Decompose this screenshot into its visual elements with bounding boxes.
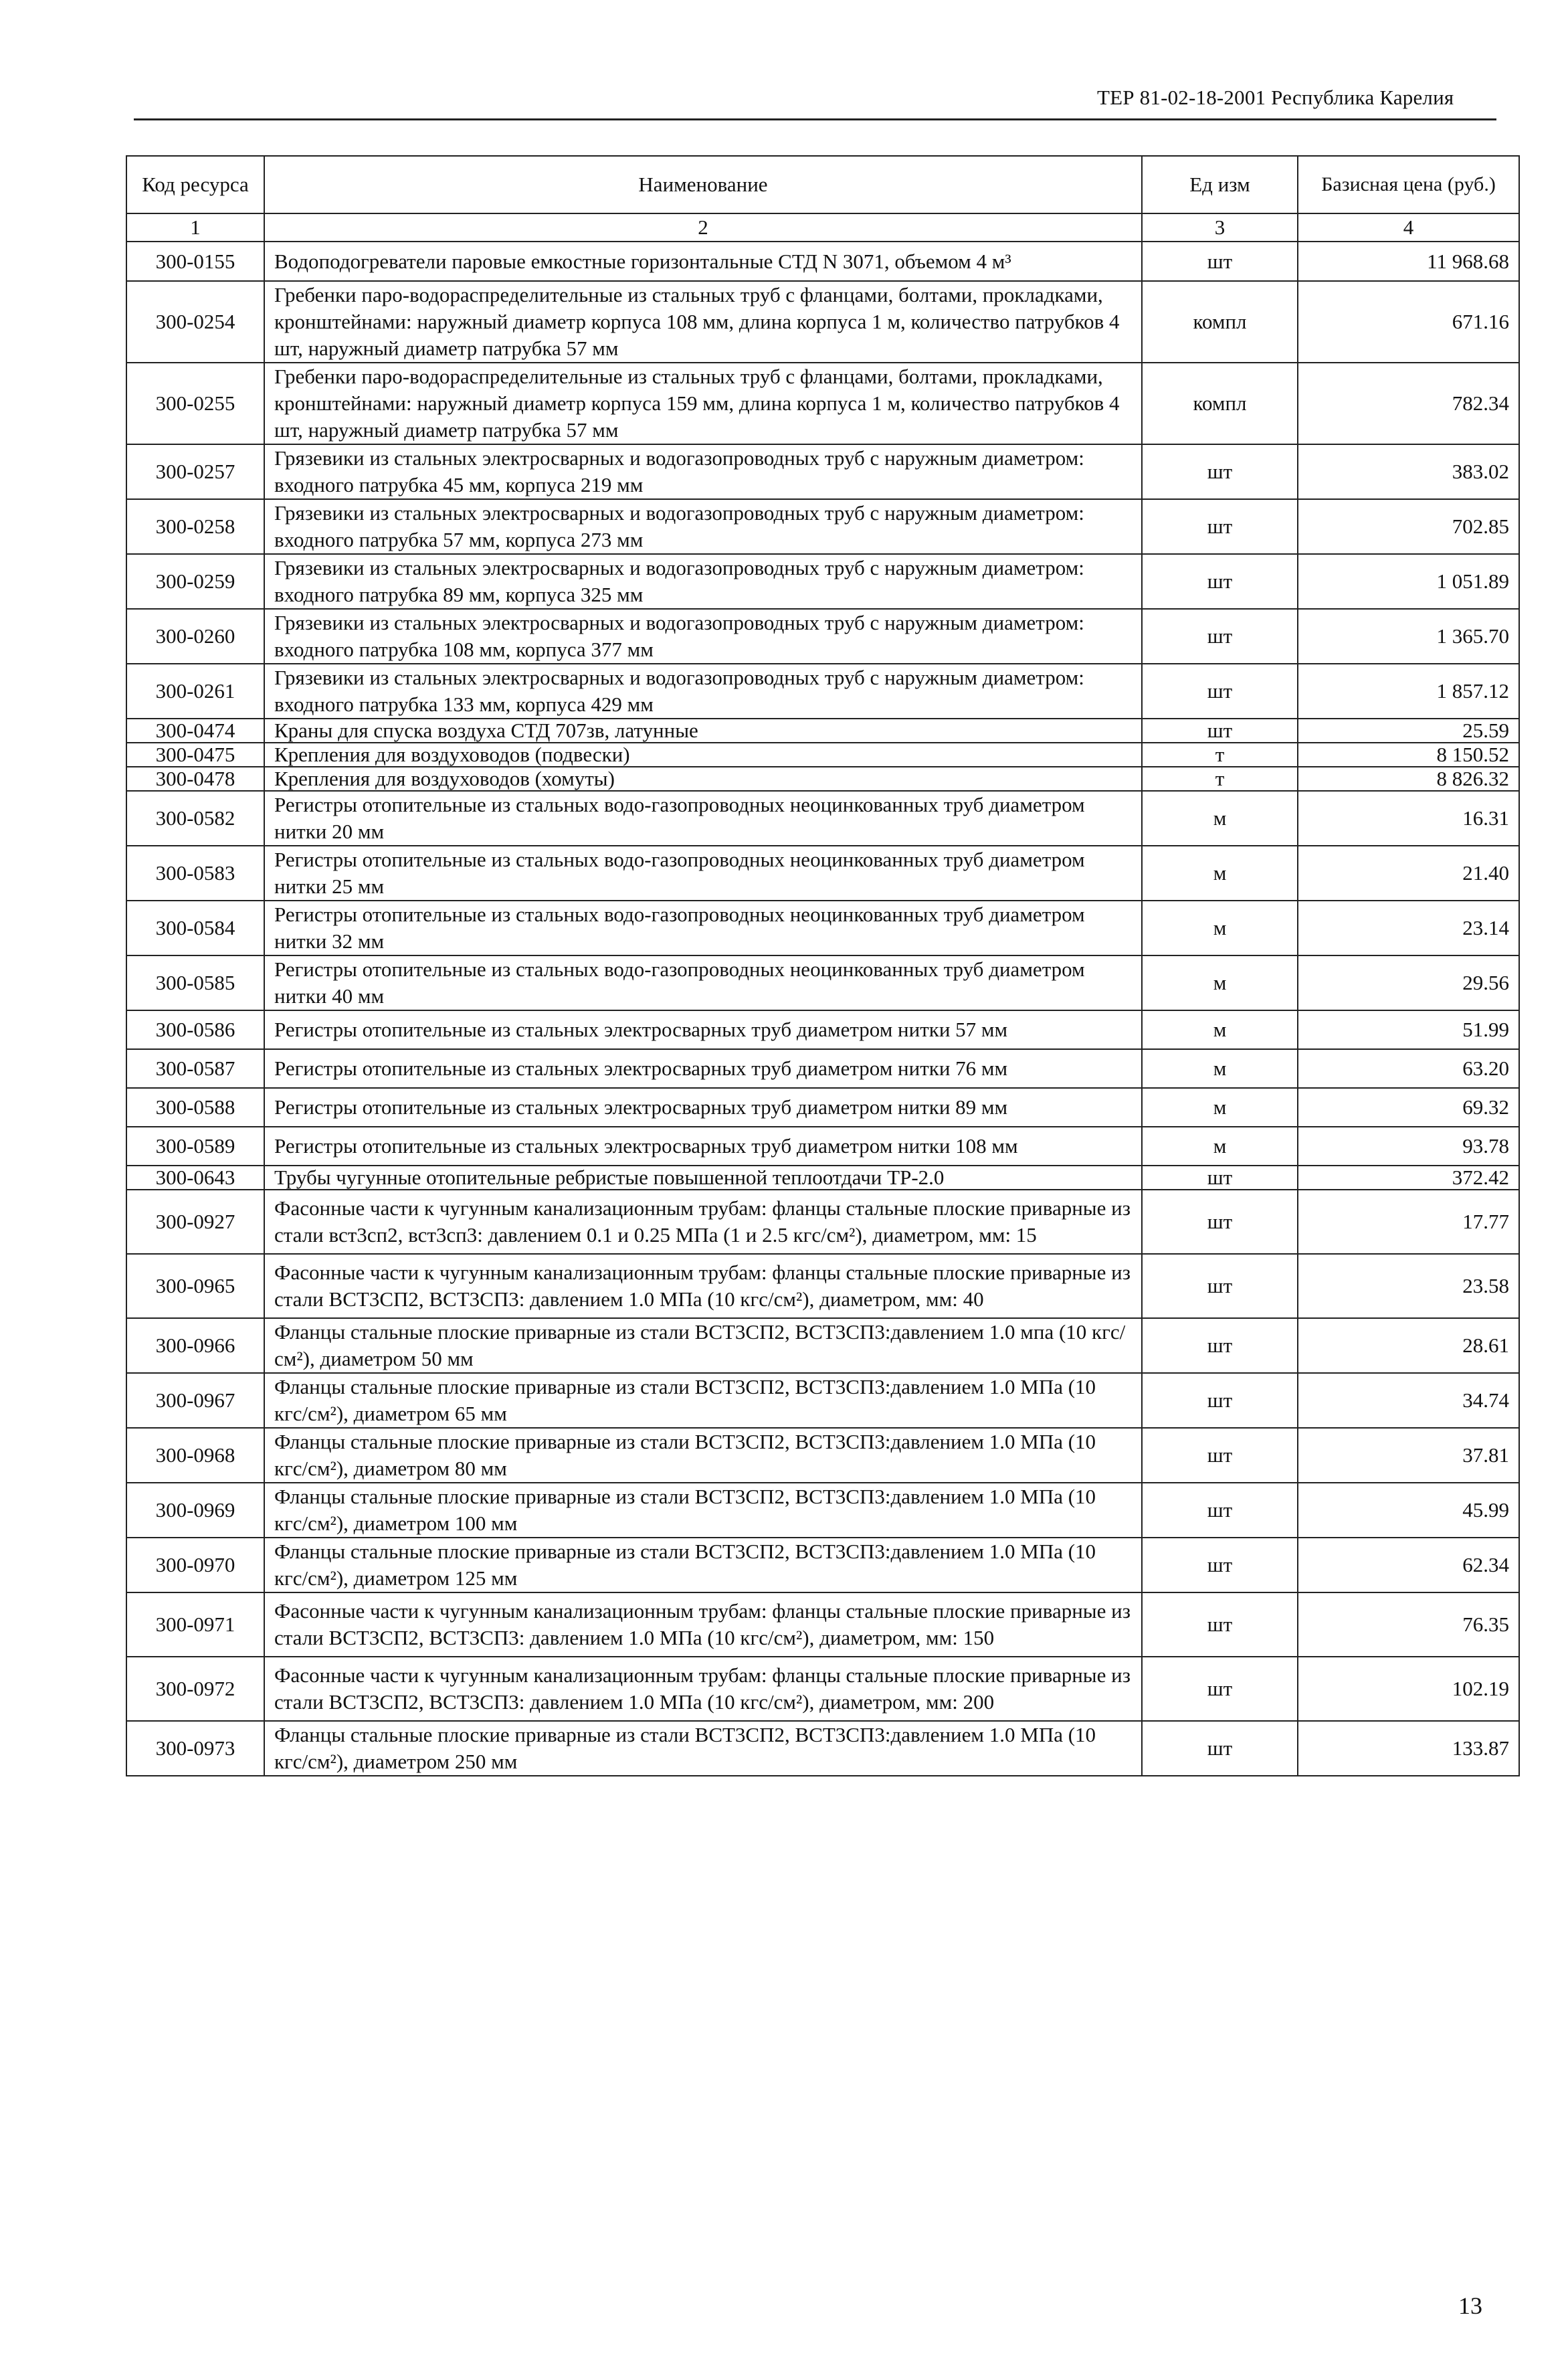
resource-table (126, 155, 1520, 1776)
row-unit: м (1142, 955, 1298, 1010)
row-price: 63.20 (1298, 1049, 1519, 1088)
row-name: Грязевики из стальных электросварных и водогазопроводных труб с наружным диаметром: входного патрубка 108 мм, корпуса 377 мм (264, 609, 1142, 664)
table-row (126, 363, 1519, 444)
row-code: 300-0478 (126, 767, 264, 791)
table-row (126, 1190, 1519, 1254)
row-price: 133.87 (1298, 1721, 1519, 1776)
row-name: Фасонные части к чугунным канализационным трубам: фланцы стальные плоские приварные из стали ВСТ3СП2, ВСТ3СП3: давлением 1.0 МПа (10 кгс/см²), диаметром, мм: 40 (264, 1254, 1142, 1318)
row-price: 8 826.32 (1298, 767, 1519, 791)
row-name: Фасонные части к чугунным канализационным трубам: фланцы стальные плоские приварные из стали ВСТ3СП2, ВСТ3СП3: давлением 1.0 МПа (10 кгс/см²), диаметром, мм: 150 (264, 1592, 1142, 1657)
row-price: 29.56 (1298, 955, 1519, 1010)
row-name: Регистры отопительные из стальных водо-газопроводных неоцинкованных труб диаметром нитки 32 мм (264, 901, 1142, 955)
row-code: 300-0259 (126, 554, 264, 609)
table-row (126, 846, 1519, 901)
row-name: Трубы чугунные отопительные ребристые повышенной теплоотдачи ТР-2.0 (264, 1166, 1142, 1190)
table-row (126, 1483, 1519, 1538)
row-price: 93.78 (1298, 1127, 1519, 1166)
table-row (126, 1657, 1519, 1721)
row-code: 300-0969 (126, 1483, 264, 1538)
table-row (126, 719, 1519, 743)
row-unit: компл (1142, 281, 1298, 363)
table-row (126, 1721, 1519, 1776)
row-unit: м (1142, 1088, 1298, 1127)
column-header-unit: Ед изм (1142, 156, 1298, 213)
row-price: 21.40 (1298, 846, 1519, 901)
row-unit: шт (1142, 1318, 1298, 1373)
table-row (126, 1166, 1519, 1190)
row-code: 300-0475 (126, 743, 264, 767)
row-code: 300-0255 (126, 363, 264, 444)
row-price: 8 150.52 (1298, 743, 1519, 767)
table-row (126, 1373, 1519, 1428)
row-price: 17.77 (1298, 1190, 1519, 1254)
row-code: 300-0257 (126, 444, 264, 499)
table-row (126, 791, 1519, 846)
row-name: Регистры отопительные из стальных электросварных труб диаметром нитки 76 мм (264, 1049, 1142, 1088)
row-name: Грязевики из стальных электросварных и водогазопроводных труб с наружным диаметром: входного патрубка 89 мм, корпуса 325 мм (264, 554, 1142, 609)
row-price: 37.81 (1298, 1428, 1519, 1483)
row-code: 300-0261 (126, 664, 264, 719)
row-unit: компл (1142, 363, 1298, 444)
row-price: 671.16 (1298, 281, 1519, 363)
page-number: 13 (1458, 2292, 1482, 2319)
row-name: Фланцы стальные плоские приварные из стали ВСТ3СП2, ВСТ3СП3:давлением 1.0 МПа (10 кгс/см²), диаметром 100 мм (264, 1483, 1142, 1538)
row-unit: т (1142, 743, 1298, 767)
row-name: Фланцы стальные плоские приварные из стали ВСТ3СП2, ВСТ3СП3:давлением 1.0 МПа (10 кгс/см²), диаметром 125 мм (264, 1538, 1142, 1592)
row-code: 300-0972 (126, 1657, 264, 1721)
row-price: 45.99 (1298, 1483, 1519, 1538)
column-number: 2 (264, 213, 1142, 242)
row-code: 300-0583 (126, 846, 264, 901)
row-name: Грязевики из стальных электросварных и водогазопроводных труб с наружным диаметром: входного патрубка 133 мм, корпуса 429 мм (264, 664, 1142, 719)
row-unit: шт (1142, 1166, 1298, 1190)
table-row (126, 664, 1519, 719)
row-code: 300-0587 (126, 1049, 264, 1088)
row-code: 300-0582 (126, 791, 264, 846)
row-unit: шт (1142, 554, 1298, 609)
table-row (126, 242, 1519, 281)
row-code: 300-0584 (126, 901, 264, 955)
row-code: 300-0971 (126, 1592, 264, 1657)
row-unit: м (1142, 1049, 1298, 1088)
table-row (126, 767, 1519, 791)
row-price: 1 365.70 (1298, 609, 1519, 664)
row-unit: шт (1142, 664, 1298, 719)
row-name: Фланцы стальные плоские приварные из стали ВСТ3СП2, ВСТ3СП3:давлением 1.0 МПа (10 кгс/см²), диаметром 65 мм (264, 1373, 1142, 1428)
row-code: 300-0968 (126, 1428, 264, 1483)
table-row (126, 1127, 1519, 1166)
row-unit: шт (1142, 1428, 1298, 1483)
row-unit: шт (1142, 1721, 1298, 1776)
row-code: 300-0927 (126, 1190, 264, 1254)
row-code: 300-0589 (126, 1127, 264, 1166)
row-unit: шт (1142, 444, 1298, 499)
row-name: Регистры отопительные из стальных электросварных труб диаметром нитки 57 мм (264, 1010, 1142, 1049)
row-price: 25.59 (1298, 719, 1519, 743)
row-unit: м (1142, 1010, 1298, 1049)
row-unit: шт (1142, 719, 1298, 743)
table-row (126, 281, 1519, 363)
row-price: 34.74 (1298, 1373, 1519, 1428)
row-unit: м (1142, 791, 1298, 846)
row-unit: м (1142, 1127, 1298, 1166)
row-price: 16.31 (1298, 791, 1519, 846)
row-unit: т (1142, 767, 1298, 791)
row-name: Крепления для воздуховодов (хомуты) (264, 767, 1142, 791)
row-code: 300-0586 (126, 1010, 264, 1049)
row-price: 1 051.89 (1298, 554, 1519, 609)
row-code: 300-0970 (126, 1538, 264, 1592)
row-price: 782.34 (1298, 363, 1519, 444)
column-number: 3 (1142, 213, 1298, 242)
table-row (126, 1428, 1519, 1483)
row-unit: шт (1142, 609, 1298, 664)
row-price: 1 857.12 (1298, 664, 1519, 719)
row-name: Фланцы стальные плоские приварные из стали ВСТ3СП2, ВСТ3СП3:давлением 1.0 мпа (10 кгс/см²), диаметром 50 мм (264, 1318, 1142, 1373)
row-code: 300-0588 (126, 1088, 264, 1127)
row-unit: шт (1142, 1592, 1298, 1657)
page-header: ТЕР 81-02-18-2001 Республика Карелия (1097, 86, 1454, 109)
row-price: 23.58 (1298, 1254, 1519, 1318)
row-unit: шт (1142, 499, 1298, 554)
row-name: Регистры отопительные из стальных водо-газопроводных неоцинкованных труб диаметром нитки 25 мм (264, 846, 1142, 901)
row-code: 300-0258 (126, 499, 264, 554)
row-name: Фланцы стальные плоские приварные из стали ВСТ3СП2, ВСТ3СП3:давлением 1.0 МПа (10 кгс/см²), диаметром 80 мм (264, 1428, 1142, 1483)
row-name: Регистры отопительные из стальных электросварных труб диаметром нитки 89 мм (264, 1088, 1142, 1127)
row-code: 300-0967 (126, 1373, 264, 1428)
table-row (126, 955, 1519, 1010)
row-price: 69.32 (1298, 1088, 1519, 1127)
row-price: 383.02 (1298, 444, 1519, 499)
row-price: 76.35 (1298, 1592, 1519, 1657)
table-row (126, 743, 1519, 767)
row-name: Регистры отопительные из стальных электросварных труб диаметром нитки 108 мм (264, 1127, 1142, 1166)
row-name: Регистры отопительные из стальных водо-газопроводных неоцинкованных труб диаметром нитки 40 мм (264, 955, 1142, 1010)
row-unit: шт (1142, 1657, 1298, 1721)
table-row (126, 1088, 1519, 1127)
header-rule (134, 118, 1496, 120)
column-number: 1 (126, 213, 264, 242)
table-row (126, 901, 1519, 955)
column-header-code: Код ресурса (126, 156, 264, 213)
row-code: 300-0966 (126, 1318, 264, 1373)
row-name: Грязевики из стальных электросварных и водогазопроводных труб с наружным диаметром: входного патрубка 45 мм, корпуса 219 мм (264, 444, 1142, 499)
row-name: Регистры отопительные из стальных водо-газопроводных неоцинкованных труб диаметром нитки 20 мм (264, 791, 1142, 846)
row-name: Гребенки паро-водораспределительные из стальных труб с фланцами, болтами, прокладками, кронштейнами: наружный диаметр корпуса 108 мм, длина корпуса 1 м, количество патрубков 4 шт, наружный диаметр патрубка 57 мм (264, 281, 1142, 363)
row-code: 300-0260 (126, 609, 264, 664)
row-unit: м (1142, 846, 1298, 901)
row-code: 300-0973 (126, 1721, 264, 1776)
table-row (126, 1592, 1519, 1657)
row-price: 62.34 (1298, 1538, 1519, 1592)
table-row (126, 1254, 1519, 1318)
column-number-row (126, 213, 1519, 242)
row-name: Водоподогреватели паровые емкостные горизонтальные СТД N 3071, объемом 4 м³ (264, 242, 1142, 281)
row-unit: шт (1142, 1373, 1298, 1428)
table-row (126, 1049, 1519, 1088)
row-price: 102.19 (1298, 1657, 1519, 1721)
table-body (126, 242, 1519, 1776)
table-row (126, 1538, 1519, 1592)
row-price: 51.99 (1298, 1010, 1519, 1049)
row-code: 300-0474 (126, 719, 264, 743)
row-price: 372.42 (1298, 1166, 1519, 1190)
row-name: Гребенки паро-водораспределительные из стальных труб с фланцами, болтами, прокладками, кронштейнами: наружный диаметр корпуса 159 мм, длина корпуса 1 м, количество патрубков 4 шт, наружный диаметр патрубка 57 мм (264, 363, 1142, 444)
row-name: Фланцы стальные плоские приварные из стали ВСТ3СП2, ВСТ3СП3:давлением 1.0 МПа (10 кгс/см²), диаметром 250 мм (264, 1721, 1142, 1776)
row-name: Краны для спуска воздуха СТД 707зв, латунные (264, 719, 1142, 743)
row-unit: м (1142, 901, 1298, 955)
row-name: Фасонные части к чугунным канализационным трубам: фланцы стальные плоские приварные из стали ВСТ3СП2, ВСТ3СП3: давлением 1.0 МПа (10 кгс/см²), диаметром, мм: 200 (264, 1657, 1142, 1721)
table-row (126, 499, 1519, 554)
row-price: 11 968.68 (1298, 242, 1519, 281)
row-unit: шт (1142, 1190, 1298, 1254)
table-header-row (126, 156, 1519, 213)
row-name: Крепления для воздуховодов (подвески) (264, 743, 1142, 767)
table-row (126, 444, 1519, 499)
table-row (126, 1318, 1519, 1373)
row-unit: шт (1142, 1538, 1298, 1592)
row-name: Фасонные части к чугунным канализационным трубам: фланцы стальные плоские приварные из стали вст3сп2, вст3сп3: давлением 0.1 и 0.25 МПа (1 и 2.5 кгс/см²), диаметром, мм: 15 (264, 1190, 1142, 1254)
table-row (126, 554, 1519, 609)
row-price: 28.61 (1298, 1318, 1519, 1373)
table-row (126, 1010, 1519, 1049)
row-price: 23.14 (1298, 901, 1519, 955)
row-price: 702.85 (1298, 499, 1519, 554)
row-name: Грязевики из стальных электросварных и водогазопроводных труб с наружным диаметром: входного патрубка 57 мм, корпуса 273 мм (264, 499, 1142, 554)
row-code: 300-0254 (126, 281, 264, 363)
row-unit: шт (1142, 242, 1298, 281)
row-unit: шт (1142, 1483, 1298, 1538)
column-header-name: Наименование (264, 156, 1142, 213)
row-code: 300-0585 (126, 955, 264, 1010)
table-row (126, 609, 1519, 664)
row-code: 300-0965 (126, 1254, 264, 1318)
column-header-price: Базисная цена (руб.) (1298, 156, 1519, 213)
row-unit: шт (1142, 1254, 1298, 1318)
column-number: 4 (1298, 213, 1519, 242)
row-code: 300-0643 (126, 1166, 264, 1190)
row-code: 300-0155 (126, 242, 264, 281)
